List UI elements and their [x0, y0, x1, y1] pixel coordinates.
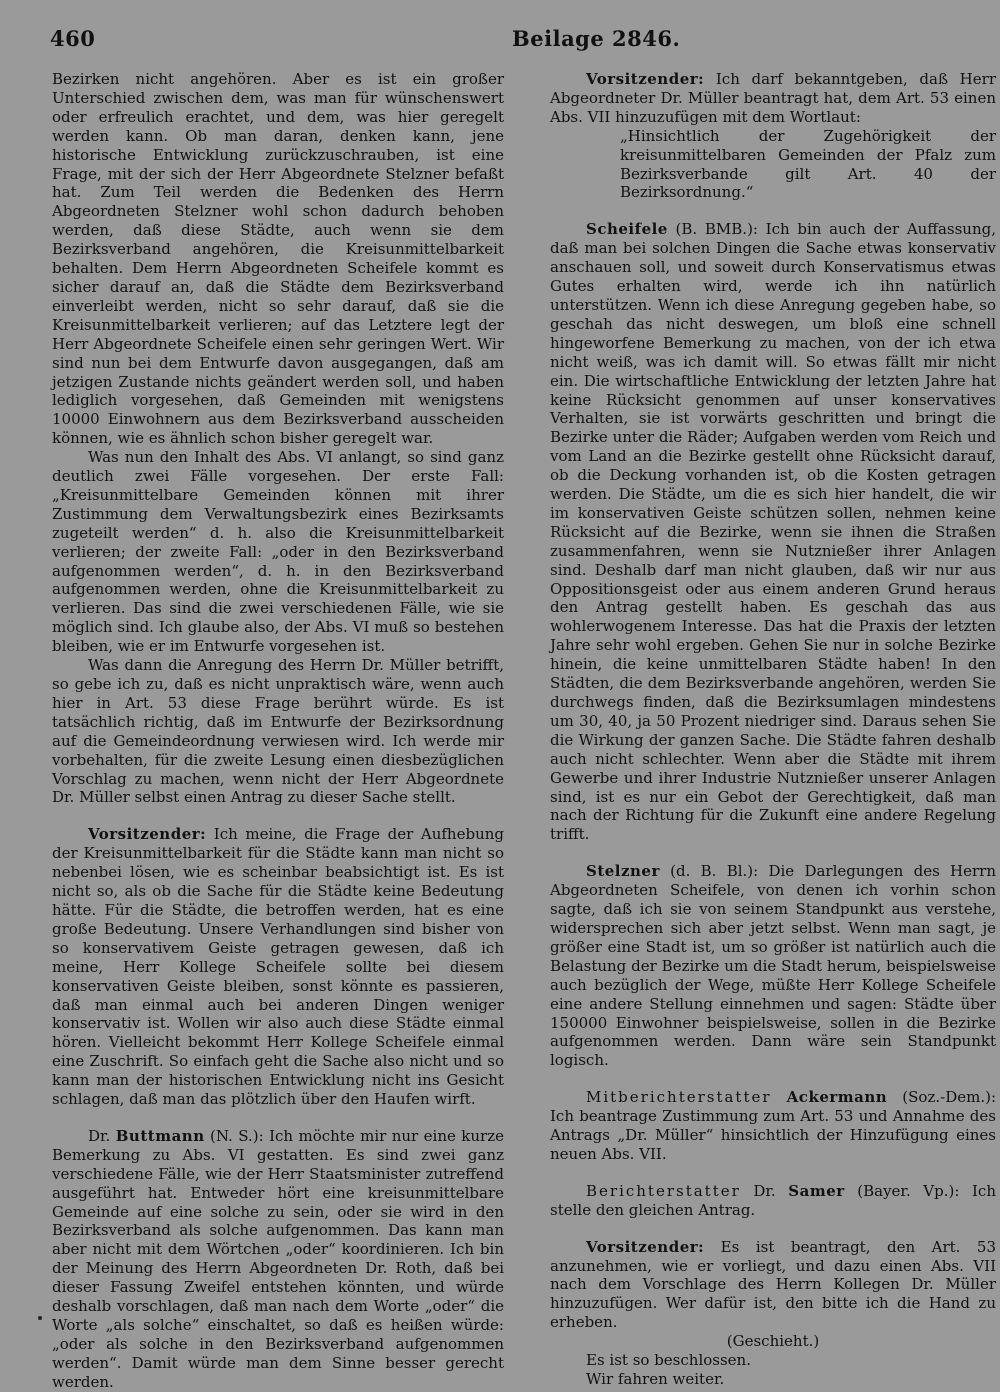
- speech-text: Ich stelle den gleichen Antrag.: [550, 1181, 996, 1219]
- speaker-title: Dr.: [740, 1181, 789, 1200]
- right-column: [550, 70, 996, 1389]
- speech-stelzner: [550, 862, 996, 1070]
- speaker-name: Scheifele: [586, 220, 668, 239]
- speech-text: Ich möchte mir nur eine kurze Bemerkung zu Abs. VI gestatten. Es sind zwei ganz verschiedene Fälle, wie der Herr Staatsminister zutreffend ausgeführt hat. Entweder hört eine kreisunmittelbare Gemeinde auf eine solche zu sein, oder sie wird in den Bezirksverband als solche aufgenommen. Das kann man aber nicht mit dem Wörtchen „oder“ koordinieren. Ich bin der Meinung des Herrn Abgeordneten Dr. Roth, daß bei dieser Fassung Zweifel entstehen könnten, und würde deshalb vorschlagen, daß man nach dem Worte „oder“ die Worte „als solche“ einschaltet, so daß es heißen würde: „oder als solche in den Bezirksverband aufgenommen werden“. Damit würde man dem Sinne besser gerecht werden.: [52, 1126, 504, 1391]
- page-title: Beilage 2846.: [512, 26, 681, 51]
- speech-text: Es ist beantragt, den Art. 53 anzunehmen, wie er vorliegt, und dazu einen Abs. VII nach dem Vorschlage des Herrn Kollegen Dr. Müller hinzuzufügen. Wer dafür ist, den bitte ich die Hand zu erheben.: [550, 1237, 996, 1332]
- closing-line: Es ist so beschlossen.: [586, 1351, 751, 1370]
- closing-line: Wir fahren weiter.: [586, 1370, 725, 1388]
- speech-text: Die Darlegungen des Herrn Abgeordneten Scheifele, von denen ich vorhin schon sagte, daß ich sie von seinem Standpunkt aus verstehe, widersprechen sich aber jetzt selbst. Wenn man sagt, je größer eine Stadt ist, um so größer ist natürlich auch die Belastung der Bezirke um die Stadt herum, beispielsweise auch bezüglich der Wege, müßte Herr Kollege Scheifele eine andere Stellung einnehmen und sagen: Städte über 150000 Einwohner beispielsweise, sollen in die Bezirke aufgenommen werden. Dann wäre sein Standpunkt logisch.: [550, 862, 996, 1070]
- speaker-name: Ackermann: [786, 1088, 888, 1107]
- stage-direction: (Geschieht.): [726, 1332, 820, 1351]
- speech-scheifele: [550, 220, 996, 844]
- page-number: 460: [50, 26, 96, 51]
- speaker-party: (d. B. Bl.):: [659, 862, 759, 881]
- speaker-name: Vorsitzender:: [586, 1237, 705, 1256]
- speaker-party: (Soz.-Dem.):: [887, 1088, 996, 1107]
- speech-vorsitzender: [550, 1238, 996, 1333]
- paragraph: Was nun den Inhalt des Abs. VI anlangt, so sind ganz deutlich zwei Fälle vorgesehen. Der erste Fall: „Kreisunmittelbare Gemeinden können mit ihrer Zustimmung dem Verwaltungsbezirk eines Bezirksamts zugeteilt werden“ d. h. also die Kreisunmittelbarkeit verlieren; der zweite Fall: „oder in den Bezirksverband aufgenommen werden“, d. h. in den Bezirksverband aufgenommen werden, ohne die Kreisunmittelbarkeit zu verlieren. Das sind die zwei verschiedenen Fälle, wie sie möglich sind. Ich glaube also, der Abs. VI muß so bestehen bleiben, wie er im Entwurfe vorgesehen ist.: [52, 448, 504, 656]
- speech-buttmann: [52, 1127, 504, 1392]
- speaker-name: Buttmann: [115, 1126, 205, 1145]
- speech-vorsitzender: [52, 825, 504, 1109]
- speaker-party: (Bayer. Vp.):: [844, 1181, 960, 1200]
- speech-ackermann: [550, 1088, 996, 1164]
- speech-samer: [550, 1182, 996, 1220]
- paragraph: Was dann die Anregung des Herrn Dr. Müller betrifft, so gebe ich zu, daß es nicht unpraktisch wäre, wenn auch hier in Art. 53 diese Frage berührt würde. Es ist tatsächlich richtig, daß im Entwurfe der Bezirksordnung auf die Gemeindeordnung verwiesen wird. Ich werde mir vorbehalten, für die zweite Lesung einen diesbezüglichen Vorschlag zu machen, wenn nicht der Herr Abgeordnete Dr. Müller selbst einen Antrag zu dieser Sache stellt.: [52, 656, 504, 807]
- speaker-role: Berichterstatter: [586, 1181, 741, 1200]
- speaker-name: Stelzner: [586, 862, 660, 881]
- speaker-name: Vorsitzender:: [88, 825, 207, 844]
- speaker-name: Samer: [788, 1181, 845, 1200]
- speaker-name: Vorsitzender:: [586, 70, 705, 88]
- speech-text: Ich bin auch der Auffassung, daß man bei solchen Dingen die Sache etwas konservativ anschauen soll, und soweit durch Konservatismus etwas Gutes erhalten wird, werde ich ihn natürlich unterstützen. Wenn ich diese Anregung gegeben habe, so geschah das nicht deswegen, um bloß eine schnell hingeworfene Bemerkung zu machen, von der ich etwa nicht weiß, was ich damit will. So etwas fällt mir nicht ein. Die wirtschaftliche Entwicklung der letzten Jahre hat keine Rücksicht genommen auf unser konservatives Verhalten, sie ist vorwärts geschritten und bringt die Bezirke unter die Räder; Aufgaben werden vom Reich und vom Land an die Bezirke gestellt ohne Rücksicht darauf, ob die Deckung vorhanden ist, ob die Kosten getragen werden. Die Städte, um die es sich hier handelt, die wir im konservativen Geiste schützen sollen, nehmen keine Rücksicht auf die Bezirke, wenn sie ihnen die Straßen zusammenfahren, wenn sie Nutznießer ihrer Anlagen sind. Deshalb darf man nicht glauben, daß wir nur aus Oppositionsgeist oder aus einem anderen Grund heraus den Antrag gestellt haben. Es geschah das aus wohlerwogenem Interesse. Das hat die Praxis der letzten Jahre sehr wohl ergeben. Gehen Sie nur in solche Bezirke hinein, die keine unmittelbaren Städte haben! In den Städten, die dem Bezirksverbande angehören, werden Sie durchwegs finden, daß die Bezirksumlagen mindestens um 30, 40, ja 50 Prozent niedriger sind. Daraus sehen Sie die Wirkung der ganzen Sache. Die Städte fahren deshalb auch nicht schlechter. Wenn aber die Städte mit ihrem Gewerbe und ihrer Industrie Nutznießer unserer Anlagen sind, ist es nur ein Gebot der Gerechtigkeit, daß man nach der Richtung für die Zukunft eine andere Regelung trifft.: [550, 220, 996, 844]
- speaker-party: (N. S.):: [204, 1126, 264, 1145]
- speech-vorsitzender: [550, 70, 996, 127]
- speaker-role: Mitberichterstatter: [586, 1088, 772, 1107]
- paragraph: Bezirken nicht angehören. Aber es ist ein großer Unterschied zwischen dem, was man für wünschenswert oder erfreulich erachtet, und dem, was hier geregelt werden kann. Ob man daran, denken kann, jene historische Entwicklung zurückzuschrauben, ist eine Frage, mit der sich der Herr Abgeordnete Stelzner befaßt hat. Zum Teil werden die Bedenken des Herrn Abgeordneten Stelzner wohl schon dadurch behoben werden, daß diese Städte, auch wenn sie dem Bezirksverband angehören, die Kreisunmittelbarkeit behalten. Dem Herrn Abgeordneten Scheifele kommt es sicher darauf an, daß die Städte dem Bezirksverband einverleibt werden, nicht so sehr darauf, daß sie die Kreisunmittelbarkeit verlieren; auf das Letztere legt der Herr Abgeordnete Scheifele einen sehr geringen Wert. Wir sind nun bei dem Entwurfe davon ausgegangen, daß am jetzigen Zustande nichts geändert werden soll, und haben lediglich vorgesehen, daß Gemeinden mit wenigstens 10000 Einwohnern aus dem Bezirksverband ausscheiden können, wie es ähnlich schon bisher geregelt war.: [52, 70, 504, 448]
- left-column: [52, 70, 504, 1392]
- speech-text: Ich beantrage Zustimmung zum Art. 53 und Annahme des Antrags „Dr. Müller“ hinsichtlich der Hinzufügung eines neuen Abs. VII.: [550, 1107, 996, 1163]
- speaker-title: Dr.: [88, 1126, 116, 1145]
- quoted-motion: „Hinsichtlich der Zugehörigkeit der kreisunmittelbaren Gemeinden der Pfalz zum Bezirksverbande gilt Art. 40 der Bezirksordnung.“: [620, 126, 996, 202]
- scan-dot: [38, 1316, 42, 1320]
- speaker-party: (B. BMB.):: [667, 220, 758, 239]
- page-header: [50, 26, 950, 54]
- speech-text: Ich meine, die Frage der Aufhebung der Kreisunmittelbarkeit für die Städte kann man nicht so nebenbei lösen, wie es scheinbar beabsichtigt ist. Es ist nicht so, als ob die Sache für die Städte keine Bedeutung hätte. Für die Städte, die betroffen werden, hat es eine große Bedeutung. Unsere Verhandlungen sind bisher von so konservativem Geiste getragen gewesen, daß ich meine, Herr Kollege Scheifele sollte bei diesem konservativen Geiste bleiben, sonst könnte es passieren, daß man einmal auch bei anderen Dingen weniger konservativ ist. Wollen wir also auch diese Städte einmal hören. Vielleicht bekommt Herr Kollege Scheifele einmal eine Zuschrift. So einfach geht die Sache also nicht und so kann man der historischen Entwicklung nicht ins Gesicht schlagen, daß man das plötzlich über den Haufen wirft.: [52, 825, 504, 1109]
- speech-text: Ich darf bekanntgeben, daß Herr Abgeordneter Dr. Müller beantragt hat, dem Art. 53 einen Abs. VII hinzuzufügen mit dem Wortlaut:: [550, 70, 996, 126]
